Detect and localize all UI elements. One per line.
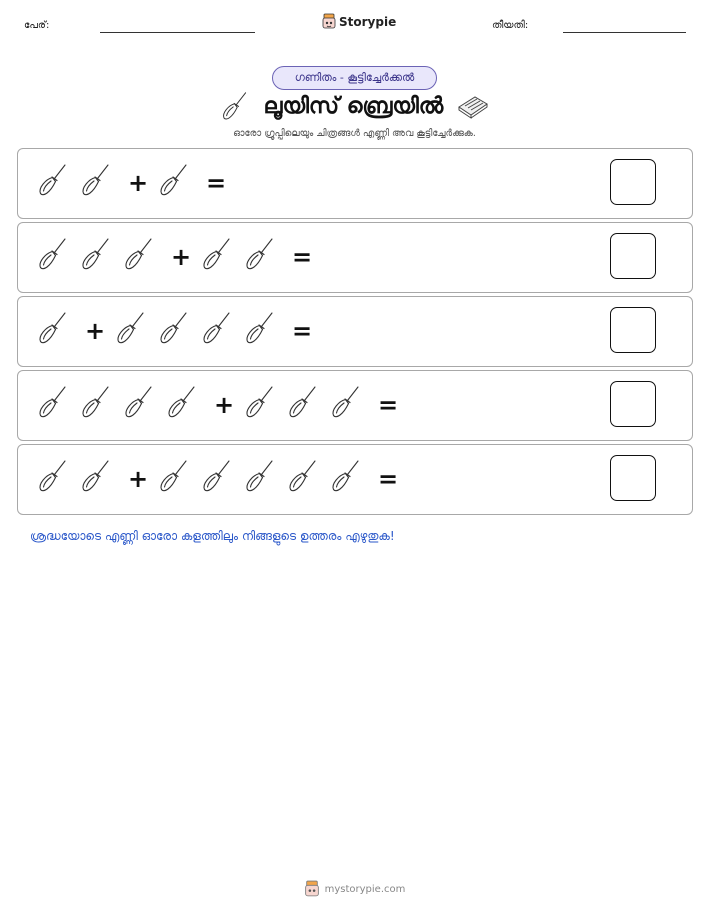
date-label: തീയതി: bbox=[492, 20, 529, 31]
problem-row bbox=[17, 444, 693, 515]
footer-url: mystorypie.com bbox=[324, 883, 406, 895]
braille-stylus-icon bbox=[38, 312, 72, 346]
braille-stylus-icon bbox=[245, 386, 279, 420]
braille-stylus-icon bbox=[159, 460, 193, 494]
braille-stylus-icon bbox=[116, 312, 150, 346]
problem-row bbox=[17, 148, 693, 219]
braille-stylus-icon bbox=[159, 164, 193, 198]
braille-stylus-icon bbox=[38, 386, 72, 420]
reminder-note: ശ്രദ്ധയോടെ എണ്ണി ഓരോ കളത്തിലും നിങ്ങളുടെ ഉത്തരം എഴുതുക! bbox=[30, 529, 395, 543]
plus-sign: + bbox=[171, 243, 192, 271]
equals-sign: = bbox=[206, 169, 227, 197]
problem-row bbox=[17, 222, 693, 293]
braille-stylus-icon bbox=[245, 460, 279, 494]
equals-sign: = bbox=[292, 243, 313, 271]
braille-slate-icon bbox=[457, 93, 489, 119]
storypie-brand bbox=[322, 13, 396, 30]
braille-stylus-icon bbox=[220, 91, 250, 121]
braille-stylus-icon bbox=[81, 164, 115, 198]
braille-stylus-icon bbox=[245, 312, 279, 346]
instructions: ഓരോ ഗ്രൂപ്പിലെയും ചിത്രങ്ങൾ എണ്ണി അവ കൂട്ടിച്ചേർക്കുക. bbox=[233, 128, 476, 139]
braille-stylus-icon bbox=[288, 386, 322, 420]
braille-stylus-icon bbox=[202, 460, 236, 494]
answer-box[interactable] bbox=[610, 307, 656, 353]
answer-box[interactable] bbox=[610, 381, 656, 427]
braille-stylus-icon bbox=[81, 460, 115, 494]
braille-stylus-icon bbox=[202, 312, 236, 346]
topic-badge: ഗണിതം - കൂട്ടിച്ചേർക്കൽ bbox=[272, 66, 437, 90]
braille-stylus-icon bbox=[331, 460, 365, 494]
date-line[interactable] bbox=[563, 32, 686, 33]
answer-box[interactable] bbox=[610, 455, 656, 501]
braille-stylus-icon bbox=[124, 238, 158, 272]
braille-stylus-icon bbox=[245, 238, 279, 272]
equals-sign: = bbox=[378, 465, 399, 493]
plus-sign: + bbox=[214, 391, 235, 419]
equals-sign: = bbox=[378, 391, 399, 419]
equals-sign: = bbox=[292, 317, 313, 345]
footer bbox=[0, 880, 709, 898]
braille-stylus-icon bbox=[167, 386, 201, 420]
plus-sign: + bbox=[128, 169, 149, 197]
braille-stylus-icon bbox=[331, 386, 365, 420]
braille-stylus-icon bbox=[38, 238, 72, 272]
braille-stylus-icon bbox=[81, 238, 115, 272]
braille-stylus-icon bbox=[202, 238, 236, 272]
page-title: ലൂയിസ് ബ്രെയിൽ bbox=[263, 93, 444, 119]
braille-stylus-icon bbox=[159, 312, 193, 346]
braille-stylus-icon bbox=[38, 460, 72, 494]
braille-stylus-icon bbox=[124, 386, 158, 420]
plus-sign: + bbox=[128, 465, 149, 493]
brand-name: Storypie bbox=[339, 14, 397, 29]
storypie-logo-icon bbox=[322, 13, 336, 30]
braille-stylus-icon bbox=[288, 460, 322, 494]
braille-stylus-icon bbox=[81, 386, 115, 420]
braille-stylus-icon bbox=[38, 164, 72, 198]
answer-box[interactable] bbox=[610, 159, 656, 205]
problem-row bbox=[17, 296, 693, 367]
answer-box[interactable] bbox=[610, 233, 656, 279]
name-line[interactable] bbox=[100, 32, 255, 33]
plus-sign: + bbox=[85, 317, 106, 345]
worksheet-header bbox=[0, 0, 709, 50]
name-label: പേര്: bbox=[24, 20, 50, 31]
title-row bbox=[0, 88, 709, 124]
problem-row bbox=[17, 370, 693, 441]
storypie-logo-icon bbox=[304, 880, 320, 898]
